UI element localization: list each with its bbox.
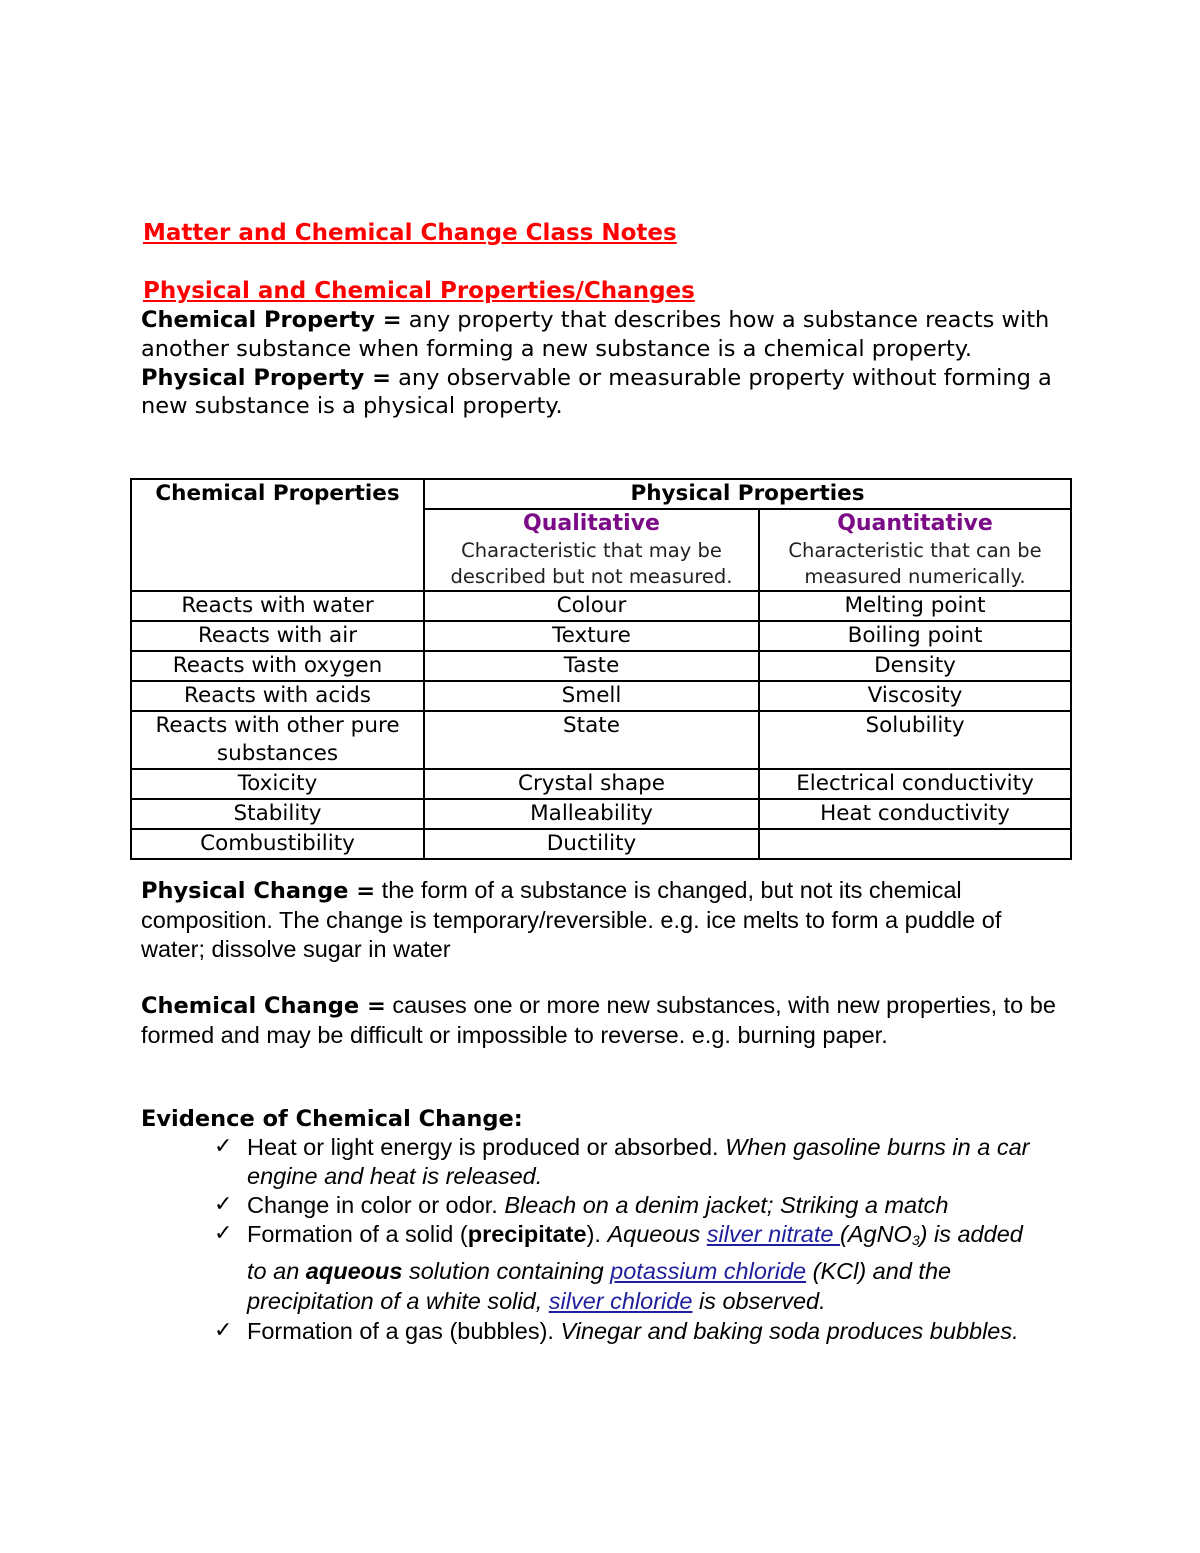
physical-property-definition — [141, 364, 1071, 422]
paragraph-text: the form of a substance is changed, but not its chemical composition. The change is temporary/reversible. e.g. ice melts to form a puddle of water; dissolve sugar in water — [141, 877, 1002, 962]
table-header-row — [131, 479, 1071, 509]
item-text: Formation of a gas (bubbles). — [247, 1317, 561, 1344]
chemical-properties-header: Chemical Properties — [131, 479, 424, 591]
bold-term: precipitate — [467, 1221, 587, 1248]
list-item — [0, 1191, 1060, 1220]
table-cell: Viscosity — [759, 681, 1071, 711]
table-cell: Density — [759, 651, 1071, 681]
table-cell: Texture — [424, 621, 759, 651]
item-text: Change in color or odor. — [247, 1191, 505, 1218]
table-row — [131, 621, 1071, 651]
table-cell: Reacts with acids — [131, 681, 424, 711]
table-cell: Heat conductivity — [759, 799, 1071, 829]
definition-text: any property that describes how a substance reacts with another substance when forming a new substance is a chemical property. — [141, 307, 1050, 362]
table-row — [131, 651, 1071, 681]
table-row — [131, 829, 1071, 859]
quantitative-desc: Characteristic that can be measured numerically. — [788, 539, 1042, 588]
table-cell: Colour — [424, 591, 759, 621]
item-example: is observed. — [692, 1288, 826, 1315]
term: Physical Change = — [141, 878, 376, 904]
table-cell: Reacts with oxygen — [131, 651, 424, 681]
item-example: Bleach on a denim jacket; Striking a match — [504, 1191, 949, 1218]
table-row — [131, 711, 1071, 769]
table-cell: Solubility — [759, 711, 1071, 769]
section-heading: Physical and Chemical Properties/Changes — [143, 278, 695, 304]
list-item — [0, 1317, 1060, 1346]
table-cell: Boiling point — [759, 621, 1071, 651]
definition-text: any observable or measurable property without forming a new substance is a physical property. — [141, 364, 1052, 420]
checkmark-icon: ✓ — [214, 1134, 233, 1159]
term: Physical Property = — [141, 364, 391, 391]
item-text: Formation of a solid ( — [247, 1221, 468, 1248]
table-cell: Crystal shape — [424, 769, 759, 799]
page-title: Matter and Chemical Change Class Notes — [143, 220, 677, 246]
item-text: ). — [586, 1221, 608, 1248]
item-text: Heat or light energy is produced or absorbed. — [247, 1134, 726, 1160]
table-cell: Toxicity — [131, 769, 424, 799]
table-cell: Electrical conductivity — [759, 769, 1071, 799]
list-item — [0, 1219, 1060, 1317]
table-cell: State — [424, 711, 759, 769]
silver-nitrate-link[interactable]: silver nitrate — [706, 1221, 840, 1248]
table-cell: Combustibility — [131, 829, 424, 859]
definitions — [141, 306, 1071, 421]
checkmark-icon: ✓ — [214, 1221, 233, 1247]
table-row — [131, 681, 1071, 711]
item-example: Aqueous — [607, 1221, 707, 1248]
checkmark-icon: ✓ — [214, 1191, 233, 1217]
qualitative-label: Qualitative — [523, 511, 660, 536]
checkmark-icon: ✓ — [214, 1317, 233, 1343]
properties-table — [130, 478, 1072, 860]
table-cell: Reacts with air — [131, 621, 424, 651]
qualitative-desc: Characteristic that may be described but not measured. — [450, 539, 733, 588]
physical-properties-header: Physical Properties — [424, 479, 1071, 509]
item-example: When gasoline burns in a car engine and heat is released. — [247, 1134, 1030, 1189]
table-cell: Reacts with other pure substances — [131, 711, 424, 769]
term: Chemical Change = — [141, 993, 386, 1019]
paragraph-text: causes one or more new substances, with new properties, to be formed and may be difficult or impossible to reverse. e.g. burning paper. — [141, 992, 1056, 1048]
silver-chloride-link[interactable]: silver chloride — [548, 1288, 693, 1315]
chemical-property-definition — [141, 306, 1071, 364]
chemical-change-paragraph — [141, 991, 1071, 1050]
table-cell: Stability — [131, 799, 424, 829]
table-cell: Smell — [424, 681, 759, 711]
table-cell: Melting point — [759, 591, 1071, 621]
item-example: Vinegar and baking soda produces bubbles. — [560, 1317, 1019, 1344]
table-cell: Taste — [424, 651, 759, 681]
table-cell — [759, 829, 1071, 859]
table-cell: Malleability — [424, 799, 759, 829]
evidence-list — [0, 1133, 1060, 1346]
list-item — [0, 1133, 1060, 1191]
quantitative-header — [759, 509, 1071, 591]
table-cell: Ductility — [424, 829, 759, 859]
table-row — [131, 591, 1071, 621]
evidence-heading: Evidence of Chemical Change: — [141, 1106, 523, 1132]
table-cell: Reacts with water — [131, 591, 424, 621]
physical-change-paragraph — [141, 876, 1071, 963]
term: Chemical Property = — [141, 307, 402, 333]
item-example: (KCl) and the precipitation of a white solid, — [247, 1257, 952, 1315]
table-row — [131, 799, 1071, 829]
item-example: (AgNO$_3$) is added to an aqueous solution containing — [247, 1221, 1023, 1284]
qualitative-header — [424, 509, 759, 591]
table-row — [131, 769, 1071, 799]
quantitative-label: Quantitative — [837, 511, 993, 536]
potassium-chloride-link[interactable]: potassium chloride — [610, 1257, 807, 1284]
